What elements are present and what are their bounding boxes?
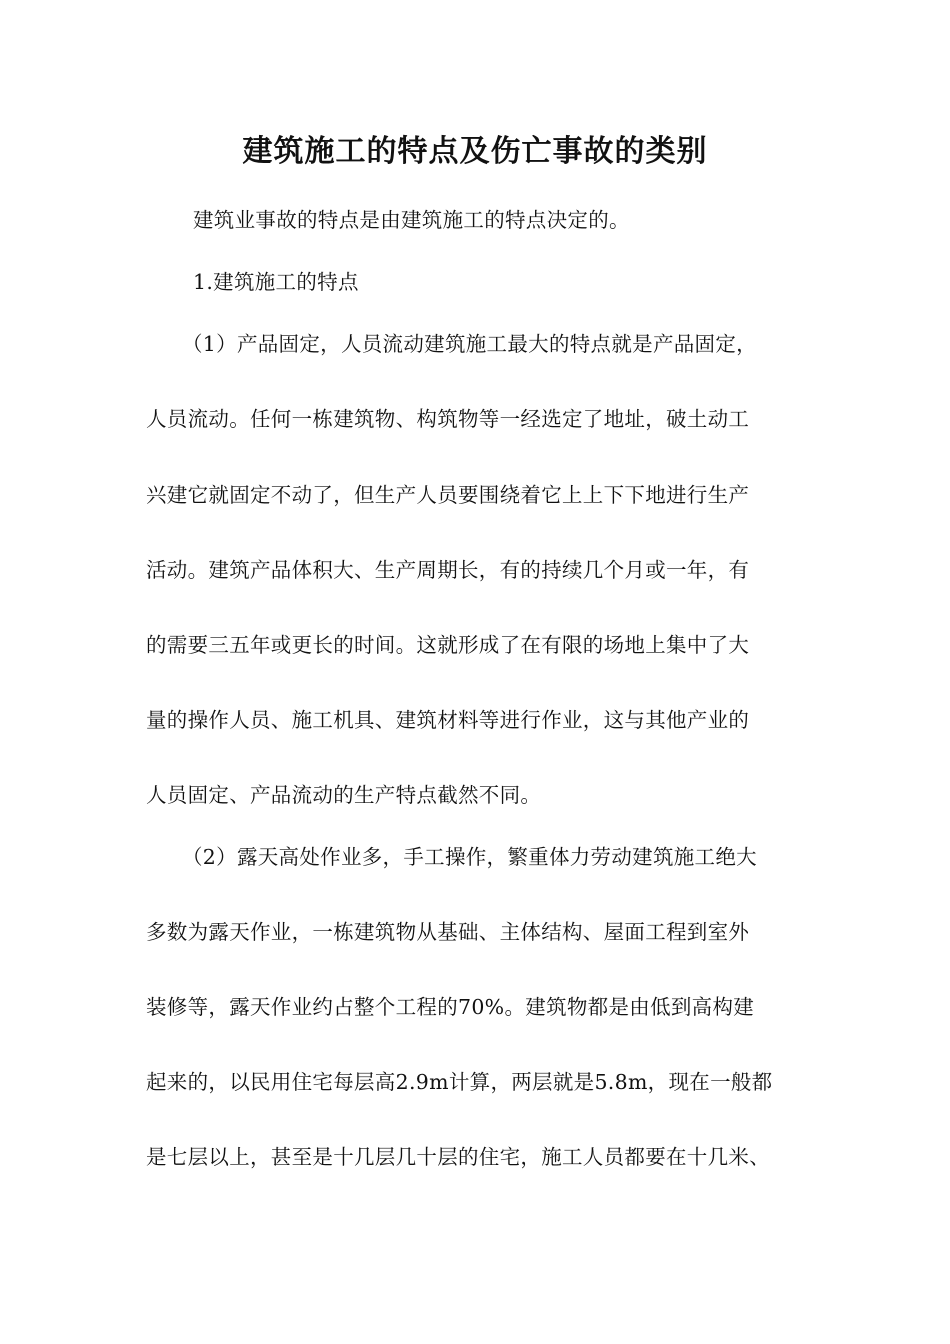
paragraph-line: （2）露天高处作业多，手工操作，繁重体力劳动建筑施工绝大 — [182, 845, 757, 869]
paragraph-line: 活动。建筑产品体积大、生产周期长，有的持续几个月或一年，有 — [146, 558, 750, 582]
section-heading: 1.建筑施工的特点 — [193, 270, 359, 294]
paragraph-line: 人员流动。任何一栋建筑物、构筑物等一经选定了地址，破土动工 — [146, 407, 750, 431]
document-title: 建筑施工的特点及伤亡事故的类别 — [242, 134, 708, 169]
paragraph-line: 是七层以上，甚至是十几层几十层的住宅，施工人员都要在十几米、 — [146, 1145, 770, 1169]
paragraph-line: 量的操作人员、施工机具、建筑材料等进行作业，这与其他产业的 — [146, 708, 750, 732]
paragraph-line: 兴建它就固定不动了，但生产人员要围绕着它上上下下地进行生产 — [146, 483, 750, 507]
paragraph-intro: 建筑业事故的特点是由建筑施工的特点决定的。 — [193, 208, 630, 232]
paragraph-line: 装修等，露天作业约占整个工程的70%。建筑物都是由低到高构建 — [146, 995, 755, 1019]
paragraph-line: 的需要三五年或更长的时间。这就形成了在有限的场地上集中了大 — [146, 633, 750, 657]
paragraph-line: 起来的，以民用住宅每层高2.9m计算，两层就是5.8m，现在一般都 — [146, 1070, 773, 1094]
paragraph-line: （1）产品固定，人员流动建筑施工最大的特点就是产品固定， — [182, 332, 757, 356]
paragraph-line: 人员固定、产品流动的生产特点截然不同。 — [146, 783, 542, 807]
paragraph-line: 多数为露天作业，一栋建筑物从基础、主体结构、屋面工程到室外 — [146, 920, 750, 944]
